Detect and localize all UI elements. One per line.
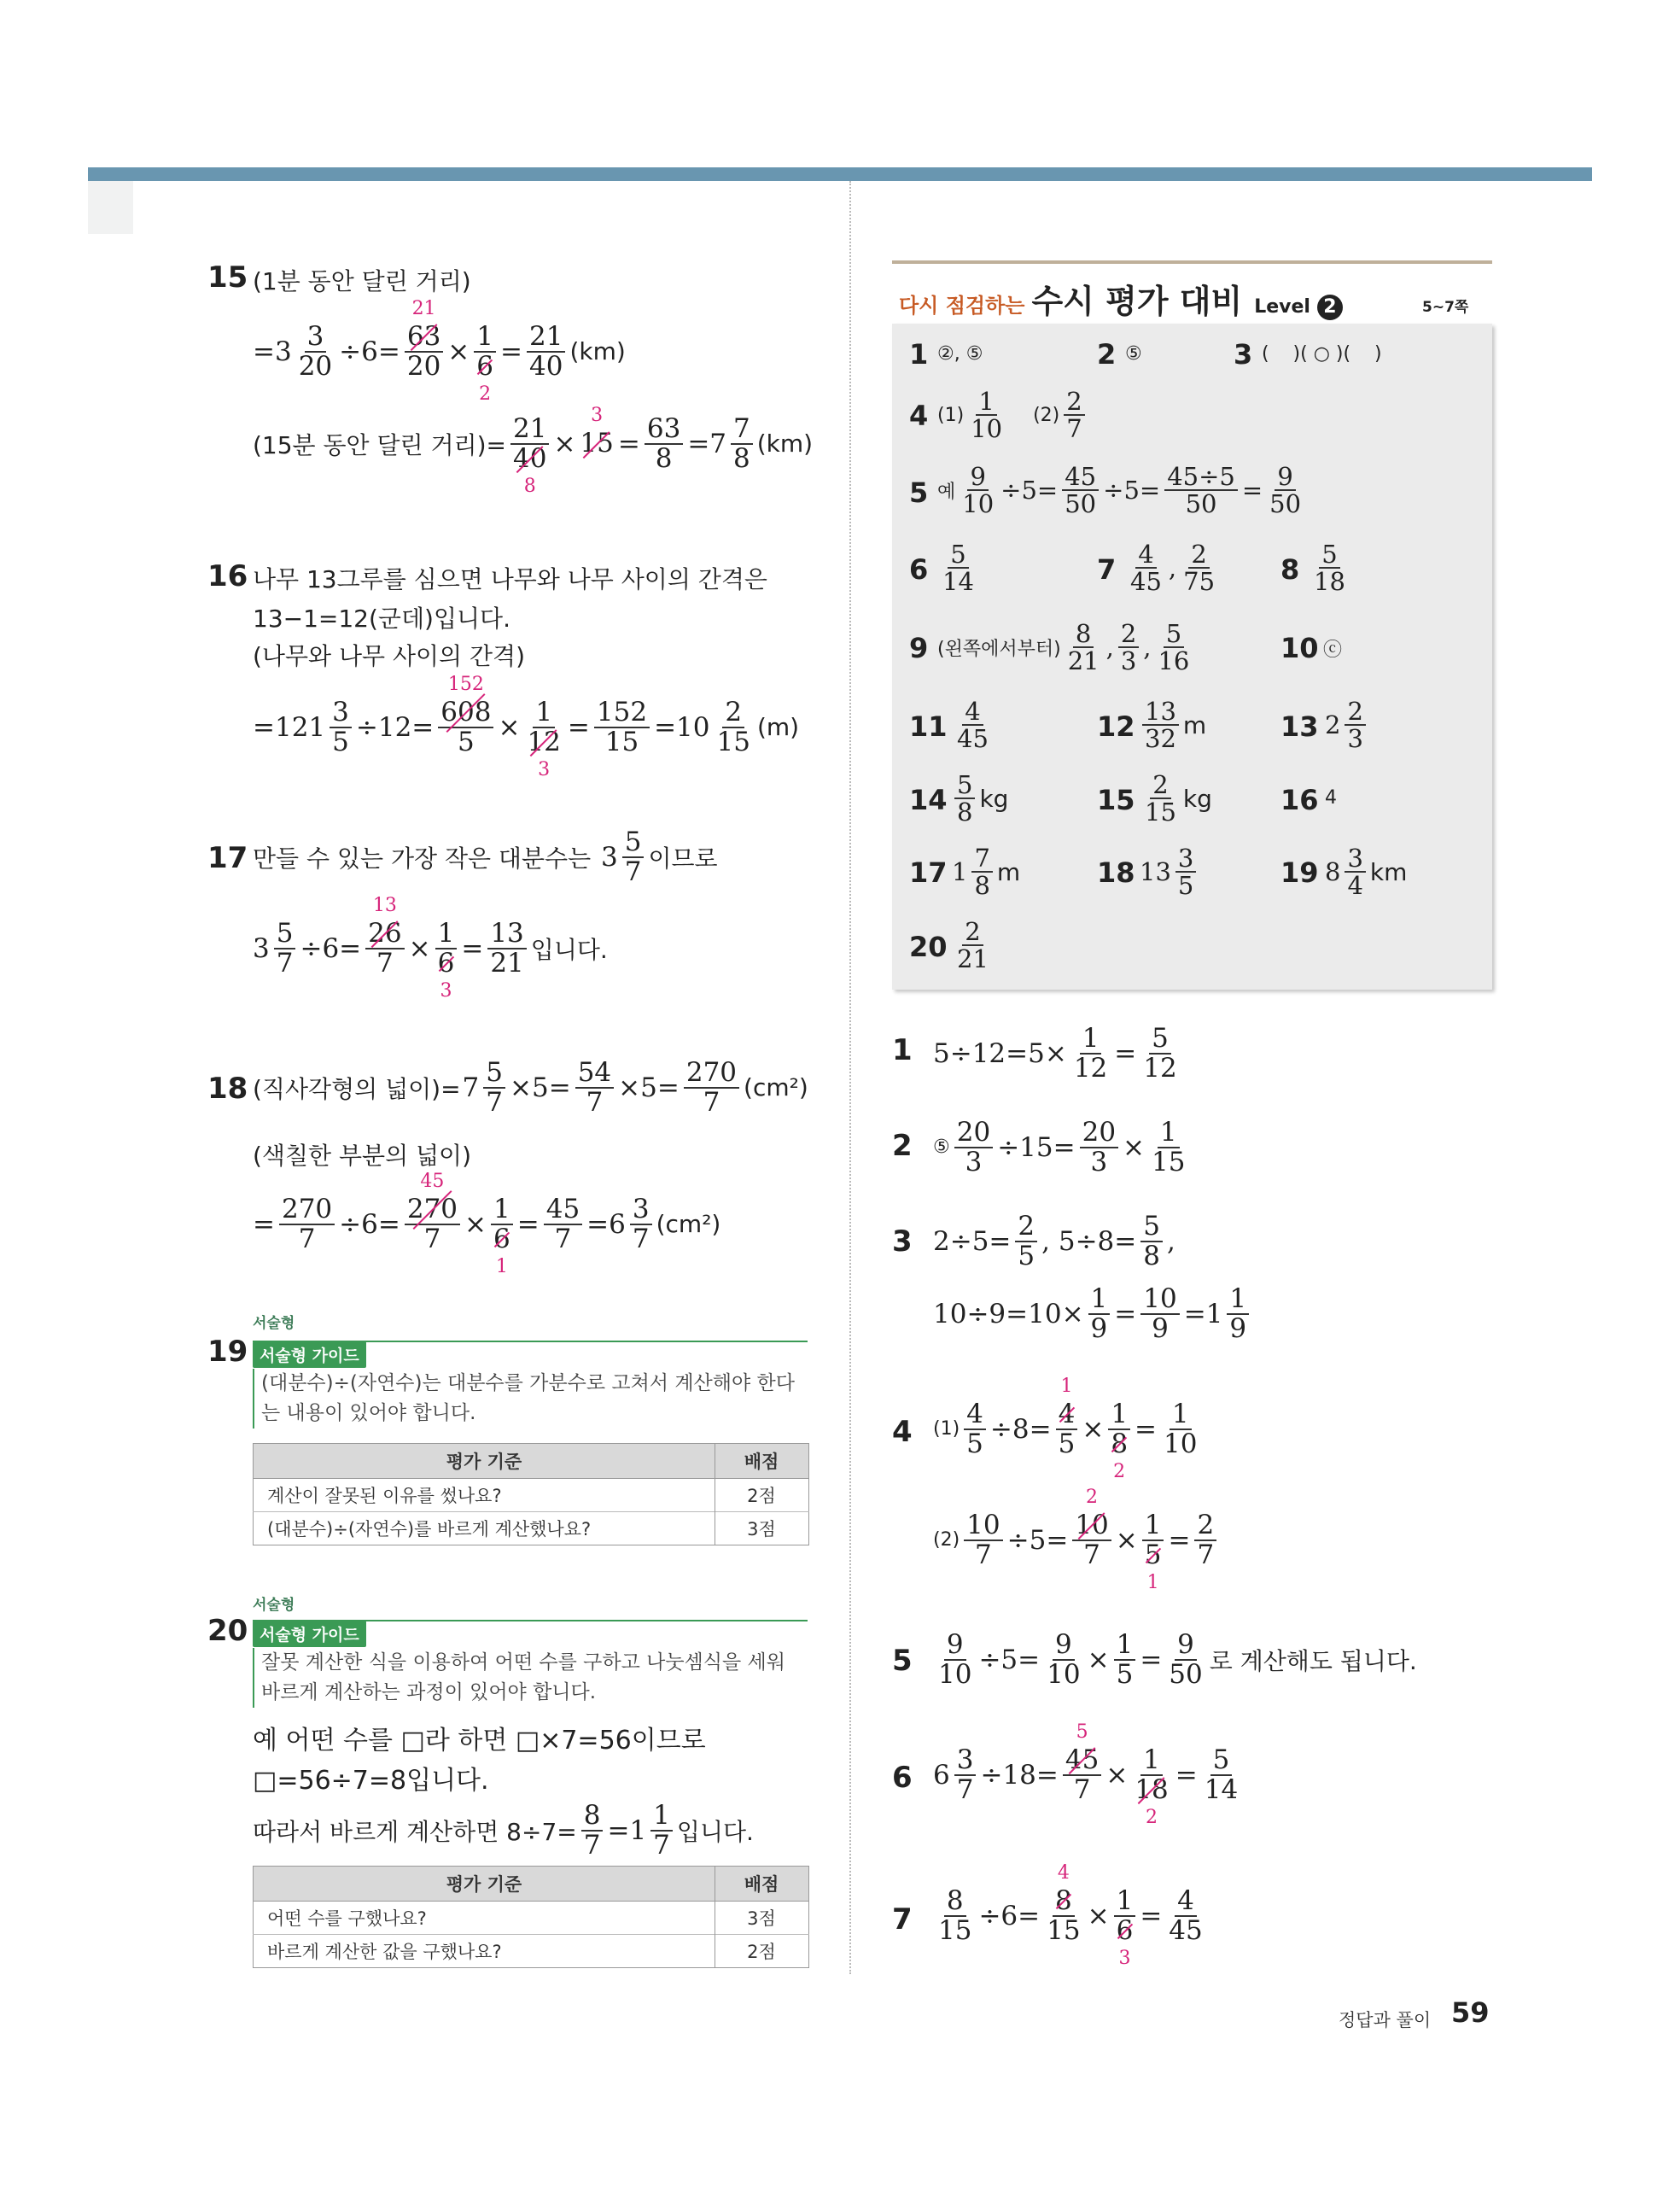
review-title-line — [892, 260, 1492, 264]
q19-type-label: 서술형 — [253, 1315, 295, 1332]
solution-5-number: 5 — [892, 1644, 913, 1678]
answer-19-number: 19 — [1280, 856, 1319, 889]
q16-number: 16 — [207, 559, 248, 593]
q16-eq: =121 $\frac{3}{5}$ ÷12= 152 608 5 × 1 12 3 = $\frac{152}{15}$ =10 2 15 (m) — [253, 674, 800, 780]
answer-18: 13 3 5 — [1140, 845, 1199, 899]
answer-15: 2 15 kg — [1145, 770, 1212, 827]
solution-6: 6 $\frac{3}{7}$ ÷18= 5 45 7 × 1 18 2 = $\frac{5}{14}$ — [933, 1721, 1239, 1828]
q20-line2: □=56÷7=8입니다. — [253, 1766, 489, 1796]
answer-11: 4 45 — [957, 697, 989, 754]
solution-4-number: 4 — [892, 1415, 913, 1449]
answer-2-number: 2 — [1097, 338, 1117, 371]
q18-eq2: = $\frac{270}{7}$ ÷6= 45 270 7 × 1 6 1 = $\frac{45}{7}$ =6 3 7 (cm²) — [253, 1171, 721, 1277]
solution-4-part2: (2) $\frac{10}{7}$ ÷5= 2 10 7 × 1 5 1 = $\frac{2}{7}$ — [933, 1511, 1219, 1569]
q19-number: 19 — [207, 1335, 248, 1369]
q15-line1: (1분 동안 달린 거리) — [253, 267, 471, 295]
solution-2-number: 2 — [892, 1129, 913, 1163]
answer-8: 5 18 — [1314, 540, 1345, 597]
answer-7: 4 45 , 2 75 — [1130, 540, 1216, 597]
solution-6-number: 6 — [892, 1761, 913, 1795]
answer-12-number: 12 — [1097, 710, 1135, 743]
solution-2: ⑤ $\frac{20}{3}$ ÷15= $\frac{20}{3}$ × $\frac{1}{15}$ — [933, 1117, 1186, 1177]
q20-line1: 예 어떤 수를 □라 하면 □×7=56이므로 — [253, 1726, 706, 1756]
solution-4-part1: (1) $\frac{4}{5}$ ÷8= 1 4 5 × 1 8 2 = $\frac{1}{10}$ — [933, 1376, 1198, 1482]
solution-3-line1: 2÷5= $\frac{2}{5}$ , 5÷8= $\frac{5}{8}$ , — [933, 1211, 1175, 1271]
q20-criteria-table: 평가 기준 배점 어떤 수를 구했나요? 3점 바르게 계산한 값을 구했나요? 2점 — [253, 1866, 809, 1968]
answer-5-number: 5 — [909, 476, 929, 509]
q20-type-label: 서술형 — [253, 1597, 295, 1614]
q20-guide-tag: 서술형 가이드 — [253, 1621, 366, 1647]
solution-5: $\frac{9}{10}$ ÷5= $\frac{9}{10}$ × $\frac{1}{5}$ = $\frac{9}{50}$ 로 계산해도 됩니다. — [938, 1629, 1417, 1690]
q17-eq: 3 $\frac{5}{7}$ ÷6= 13 26 7 × 1 6 3 = $\frac{13}{21}$ 입니다. — [253, 895, 608, 1002]
solution-7: $\frac{8}{15}$ ÷6= 4 8 15 × 1 6 3 = $\frac{4}{45}$ — [938, 1862, 1203, 1969]
answer-13-number: 13 — [1280, 710, 1319, 743]
q18-number: 18 — [207, 1072, 248, 1106]
q15-number: 15 — [207, 260, 248, 295]
answer-3-number: 3 — [1234, 338, 1253, 371]
side-tab — [88, 181, 133, 234]
answer-17-number: 17 — [909, 856, 948, 889]
answer-15-number: 15 — [1097, 784, 1135, 816]
footer-label: 정답과 풀이 — [1339, 2010, 1432, 2030]
answer-11-number: 11 — [909, 710, 948, 743]
review-title: 다시 점검하는 수시 평가 대비 Level 2 — [899, 275, 1343, 322]
table-row: 어떤 수를 구했나요? 3점 — [254, 1902, 809, 1935]
table-row: 계산이 잘못된 이유를 썼나요? 2점 — [254, 1479, 809, 1512]
q17-number: 17 — [207, 841, 248, 875]
q18-eq1: (직사각형의 넓이)= 7 $\frac{5}{7}$ ×5= $\frac{54}{7}$ ×5= $\frac{270}{7}$ (cm²) — [253, 1057, 808, 1118]
page-range: 5~7쪽 — [1422, 299, 1469, 316]
solution-3-line2: 10÷9=10× $\frac{1}{9}$ = $\frac{10}{9}$ =1 1 9 — [933, 1285, 1251, 1342]
solution-3-number: 3 — [892, 1224, 913, 1259]
answer-4-number: 4 — [909, 400, 929, 432]
q18-line2: (색칠한 부분의 넓이) — [253, 1142, 472, 1170]
answer-14: 5 8 kg — [952, 772, 1008, 826]
q19-guide-tag: 서술형 가이드 — [253, 1341, 366, 1368]
answer-2: ⑤ — [1125, 343, 1142, 365]
answer-19: 8 3 4 km — [1325, 844, 1408, 901]
answer-8-number: 8 — [1280, 553, 1300, 586]
solution-7-number: 7 — [892, 1902, 913, 1937]
answer-4: (1) 1 10 (2) 2 7 — [937, 389, 1088, 442]
answer-3: ( )( ○ )( ) — [1262, 343, 1382, 365]
answer-20-number: 20 — [909, 931, 948, 963]
answer-1: ②, ⑤ — [937, 343, 983, 365]
answer-12: 13 32 m — [1140, 698, 1206, 752]
q16-line3: (나무와 나무 사이의 간격) — [253, 642, 526, 670]
answer-10-number: 10 — [1280, 632, 1319, 664]
answer-10: ⓒ — [1323, 640, 1343, 661]
answer-9-number: 9 — [909, 632, 929, 664]
answer-6: 5 14 — [942, 540, 974, 597]
answer-7-number: 7 — [1097, 553, 1117, 586]
answer-17: 1 7 8 m — [952, 844, 1021, 901]
q16-line1: 나무 13그루를 심으면 나무와 나무 사이의 간격은 — [253, 565, 767, 593]
answer-14-number: 14 — [909, 784, 948, 816]
table-row: 바르게 계산한 값을 구했나요? 2점 — [254, 1935, 809, 1968]
q20-guide-text: 잘못 계산한 식을 이용하여 어떤 수를 구하고 나눗셈식을 세워 바르게 계산하는 과정이 있어야 합니다. — [253, 1648, 785, 1708]
answer-9: (왼쪽에서부터) 8 21 , 2 3 , 5 16 — [937, 619, 1190, 676]
q20-line3: 따라서 바르게 계산하면 8÷7= $\frac{8}{7}$ =1 1 7 입니다. — [253, 1800, 754, 1861]
q20-number: 20 — [207, 1614, 248, 1648]
answer-1-number: 1 — [909, 338, 929, 371]
q16-line2: 13−1=12(군데)입니다. — [253, 605, 510, 633]
table-row: (대분수)÷(자연수)를 바르게 계산했나요? 3점 — [254, 1512, 809, 1545]
solution-1: 5÷12=5× $\frac{1}{12}$ = $\frac{5}{12}$ — [933, 1023, 1177, 1084]
answer-5: 예 $\frac{9}{10}$ ÷5= $\frac{45}{50}$ ÷5= $\frac{45\div 5}{50}$ = $\frac{9}{50}$ — [937, 462, 1302, 519]
answer-18-number: 18 — [1097, 856, 1135, 889]
answer-16: 4 — [1325, 787, 1337, 809]
top-bar — [88, 167, 1592, 181]
q15-eq2: (15분 동안 달린 거리)= 21 40 8 × 3 15 = $\frac{63}{8}$ =7 7 8 (km) — [253, 405, 814, 497]
q19-criteria-table: 평가 기준 배점 계산이 잘못된 이유를 썼나요? 2점 (대분수)÷(자연수)를 바르게 계산했나요? 3점 — [253, 1443, 809, 1545]
answer-16-number: 16 — [1280, 784, 1319, 816]
q19-guide-text: (대분수)÷(자연수)는 대분수를 가분수로 고쳐서 계산해야 한다 는 내용이 있어야 합니다. — [253, 1369, 795, 1429]
q15-eq1: =3 $\frac{3}{20}$ ÷6= 21 63 20 × 1 6 2 = $\frac{21}{40}$ (km) — [253, 298, 626, 405]
column-divider — [849, 181, 851, 1974]
q17-line1: 만들 수 있는 가장 작은 대분수는 3 5 7 이므로 — [253, 827, 718, 887]
answer-13: 2 2 3 — [1325, 698, 1368, 752]
answer-6-number: 6 — [909, 553, 929, 586]
solution-1-number: 1 — [892, 1033, 913, 1067]
page-number: 59 — [1451, 1996, 1490, 2029]
answer-20: 2 21 — [957, 917, 989, 974]
